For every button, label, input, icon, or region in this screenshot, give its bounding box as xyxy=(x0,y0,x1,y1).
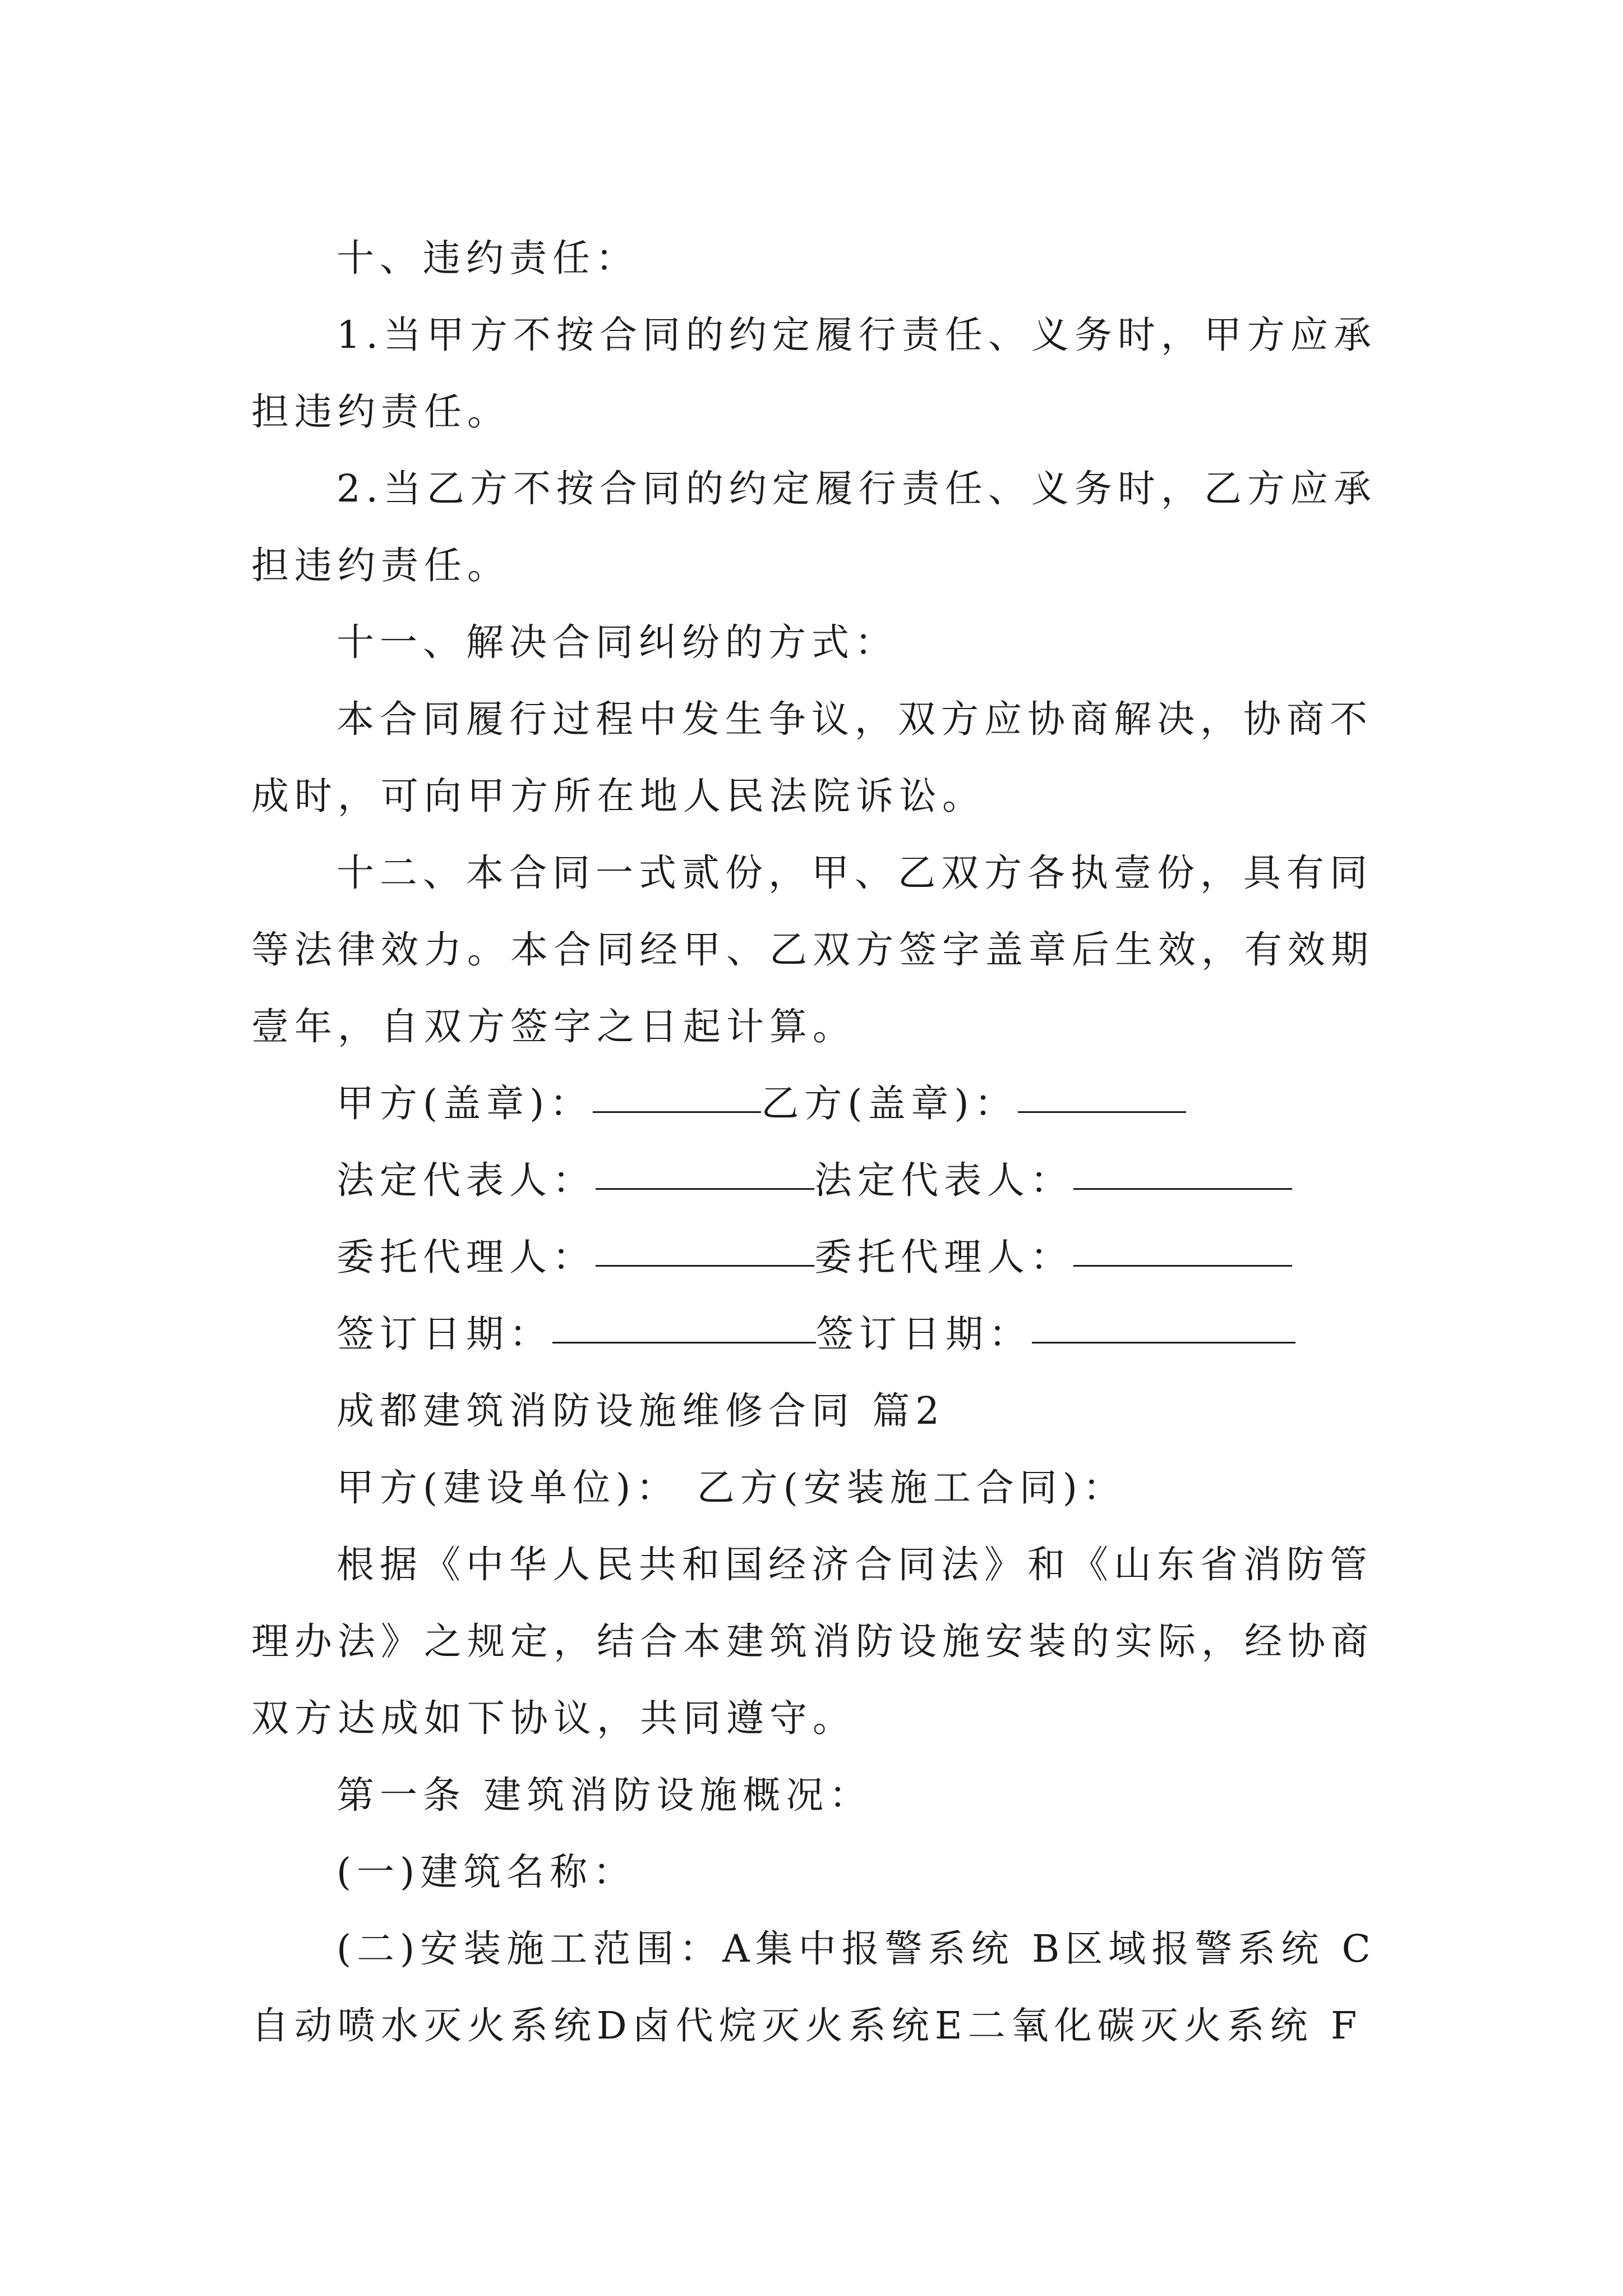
section-10-item1-line2: 担违约责任。 xyxy=(251,390,510,434)
document-body xyxy=(251,220,1390,2064)
section-12-line1: 十二、本合同一式贰份，甲、乙双方各执壹份，具有同 xyxy=(336,851,1373,895)
section-10-heading: 十、违约责任： xyxy=(336,236,639,280)
section-10-item2-line2: 担违约责任。 xyxy=(251,544,510,587)
signature-row-date xyxy=(251,1296,1390,1373)
part2-item1: (一)建筑名称： xyxy=(336,1850,637,1894)
signature-row-agent xyxy=(251,1219,1390,1296)
section-11-text-line1: 本合同履行过程中发生争议，双方应协商解决，协商不 xyxy=(336,697,1373,741)
section-11-text-line2: 成时，可向甲方所在地人民法院诉讼。 xyxy=(251,774,985,818)
party-b-date-label: 签订日期： xyxy=(816,1312,1032,1356)
part2-parties: 甲方(建设单位)： 乙方(安装施工合同)： xyxy=(336,1466,1126,1510)
party-a-seal-label: 甲方(盖章)： xyxy=(336,1082,593,1125)
party-b-legal-rep-blank[interactable] xyxy=(1073,1188,1292,1190)
party-b-agent-blank[interactable] xyxy=(1073,1265,1292,1267)
part2-item2-line1: (二)安装施工范围：A集中报警系统 B区域报警系统 C xyxy=(336,1927,1376,1971)
part2-title: 成都建筑消防设施维修合同 篇2 xyxy=(336,1389,945,1433)
signature-row-legal-rep xyxy=(251,1142,1390,1219)
party-b-seal-blank[interactable] xyxy=(1018,1111,1186,1113)
part2-intro-line2: 理办法》之规定，结合本建筑消防设施安装的实际，经协商 xyxy=(251,1619,1374,1663)
party-a-date-blank[interactable] xyxy=(552,1342,816,1343)
party-a-agent-blank[interactable] xyxy=(596,1265,814,1267)
party-b-agent-label: 委托代理人： xyxy=(814,1235,1073,1279)
party-a-legal-rep-blank[interactable] xyxy=(596,1188,814,1190)
part2-article1-heading: 第一条 建筑消防设施概况： xyxy=(336,1773,873,1817)
party-a-agent-label: 委托代理人： xyxy=(336,1235,596,1279)
section-10-item1-line1: 1.当甲方不按合同的约定履行责任、义务时，甲方应承 xyxy=(336,313,1377,357)
part2-item2-line2: 自动喷水灭火系统D卤代烷灭火系统E二氧化碳灭火系统 F xyxy=(251,2004,1363,2047)
section-12-line2: 等法律效力。本合同经甲、乙双方签字盖章后生效，有效期 xyxy=(251,928,1374,972)
party-a-date-label: 签订日期： xyxy=(336,1312,552,1356)
party-a-seal-blank[interactable] xyxy=(593,1111,761,1113)
party-a-legal-rep-label: 法定代表人： xyxy=(336,1158,596,1202)
party-b-seal-label: 乙方(盖章)： xyxy=(761,1082,1018,1125)
section-10-item2-line1: 2.当乙方不按合同的约定履行责任、义务时，乙方应承 xyxy=(336,467,1377,510)
party-b-legal-rep-label: 法定代表人： xyxy=(814,1158,1073,1202)
signature-row-seal xyxy=(251,1065,1390,1142)
party-b-date-blank[interactable] xyxy=(1032,1342,1295,1343)
section-12-line3: 壹年，自双方签字之日起计算。 xyxy=(251,1005,856,1048)
part2-intro-line3: 双方达成如下协议，共同遵守。 xyxy=(251,1696,856,1740)
section-11-heading: 十一、解决合同纠纷的方式： xyxy=(336,620,898,664)
part2-intro-line1: 根据《中华人民共和国经济合同法》和《山东省消防管 xyxy=(336,1543,1373,1586)
